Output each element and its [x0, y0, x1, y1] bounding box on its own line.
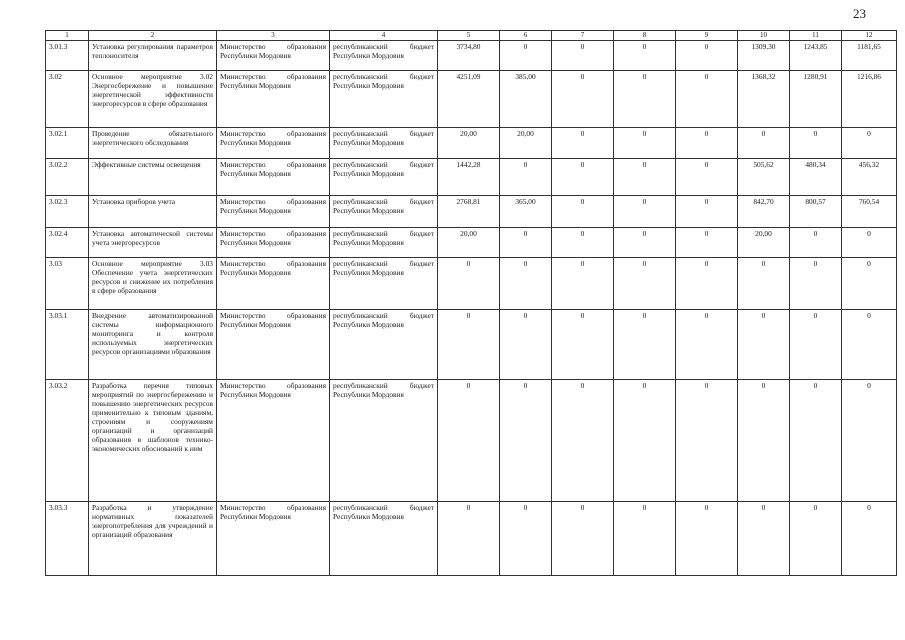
funding-source: республиканский бюджет Республики Мордовия — [330, 257, 438, 309]
row-number: 3.03.2 — [46, 379, 89, 501]
value-col9: 0 — [676, 501, 738, 575]
activity-name: Установка регулирования параметров теплоносителя — [89, 40, 217, 70]
value-col5: 3734,80 — [438, 40, 500, 70]
value-col12: 0 — [842, 127, 897, 158]
value-col6: 0 — [500, 257, 552, 309]
column-header: 10 — [738, 31, 790, 41]
value-col12: 0 — [842, 379, 897, 501]
value-col8: 0 — [614, 309, 676, 379]
value-col8: 0 — [614, 158, 676, 195]
value-col5: 2768,81 — [438, 195, 500, 227]
table-row — [46, 227, 897, 257]
value-col6: 365,00 — [500, 195, 552, 227]
value-col6: 0 — [500, 379, 552, 501]
table-row — [46, 257, 897, 309]
value-col9: 0 — [676, 127, 738, 158]
value-col10: 0 — [738, 379, 790, 501]
funding-source: республиканский бюджет Республики Мордовия — [330, 195, 438, 227]
row-number: 3.02.3 — [46, 195, 89, 227]
value-col7: 0 — [552, 379, 614, 501]
value-col10: 842,70 — [738, 195, 790, 227]
value-col7: 0 — [552, 40, 614, 70]
row-number: 3.02.2 — [46, 158, 89, 195]
table-row — [46, 40, 897, 70]
executor: Министерство образования Республики Мордовия — [217, 40, 330, 70]
value-col7: 0 — [552, 70, 614, 127]
value-col8: 0 — [614, 195, 676, 227]
table-row — [46, 127, 897, 158]
value-col8: 0 — [614, 70, 676, 127]
value-col6: 0 — [500, 40, 552, 70]
value-col9: 0 — [676, 40, 738, 70]
column-header: 11 — [790, 31, 842, 41]
value-col11: 0 — [790, 309, 842, 379]
value-col7: 0 — [552, 158, 614, 195]
funding-source: республиканский бюджет Республики Мордовия — [330, 40, 438, 70]
row-number: 3.01.3 — [46, 40, 89, 70]
value-col11: 0 — [790, 127, 842, 158]
row-number: 3.02.1 — [46, 127, 89, 158]
value-col10: 0 — [738, 127, 790, 158]
value-col12: 1181,65 — [842, 40, 897, 70]
value-col8: 0 — [614, 501, 676, 575]
value-col9: 0 — [676, 257, 738, 309]
value-col9: 0 — [676, 379, 738, 501]
value-col7: 0 — [552, 257, 614, 309]
value-col11: 0 — [790, 501, 842, 575]
value-col9: 0 — [676, 158, 738, 195]
value-col5: 0 — [438, 257, 500, 309]
value-col6: 0 — [500, 501, 552, 575]
value-col8: 0 — [614, 40, 676, 70]
column-header: 8 — [614, 31, 676, 41]
table-row — [46, 158, 897, 195]
value-col8: 0 — [614, 379, 676, 501]
value-col10: 1309,30 — [738, 40, 790, 70]
value-col11: 480,34 — [790, 158, 842, 195]
value-col7: 0 — [552, 195, 614, 227]
executor: Министерство образования Республики Мордовия — [217, 227, 330, 257]
value-col6: 0 — [500, 227, 552, 257]
value-col11: 1243,85 — [790, 40, 842, 70]
activity-name: Разработка и утверждение нормативных показателей энергопотребления для учреждений и организаций образования — [89, 501, 217, 575]
value-col6: 385,00 — [500, 70, 552, 127]
value-col5: 1442,28 — [438, 158, 500, 195]
header-row — [46, 31, 897, 41]
value-col11: 800,57 — [790, 195, 842, 227]
value-col11: 0 — [790, 257, 842, 309]
value-col11: 0 — [790, 379, 842, 501]
activity-name: Основное мероприятие 3.03 Обеспечение учета энергетических ресурсов и снижение их потребления в сфере образования — [89, 257, 217, 309]
value-col11: 1280,91 — [790, 70, 842, 127]
value-col5: 20,00 — [438, 127, 500, 158]
value-col5: 0 — [438, 309, 500, 379]
row-number: 3.02 — [46, 70, 89, 127]
activity-name: Внедрение автоматизированной системы информационного мониторинга и контроля используемых энергетических ресурсов организациями образования — [89, 309, 217, 379]
column-header: 7 — [552, 31, 614, 41]
table-row — [46, 501, 897, 575]
value-col6: 0 — [500, 309, 552, 379]
value-col10: 20,00 — [738, 227, 790, 257]
column-header: 12 — [842, 31, 897, 41]
value-col12: 0 — [842, 309, 897, 379]
column-header: 2 — [89, 31, 217, 41]
value-col9: 0 — [676, 227, 738, 257]
value-col9: 0 — [676, 309, 738, 379]
value-col5: 0 — [438, 501, 500, 575]
value-col6: 0 — [500, 158, 552, 195]
value-col5: 0 — [438, 379, 500, 501]
value-col10: 0 — [738, 309, 790, 379]
value-col12: 0 — [842, 257, 897, 309]
funding-source: республиканский бюджет Республики Мордовия — [330, 379, 438, 501]
page-number: 23 — [853, 6, 866, 21]
value-col12: 0 — [842, 227, 897, 257]
funding-source: республиканский бюджет Республики Мордовия — [330, 127, 438, 158]
activity-name: Эффективные системы освещения — [89, 158, 217, 195]
executor: Министерство образования Республики Мордовия — [217, 379, 330, 501]
executor: Министерство образования Республики Мордовия — [217, 70, 330, 127]
row-number: 3.03.1 — [46, 309, 89, 379]
value-col10: 0 — [738, 501, 790, 575]
executor: Министерство образования Республики Мордовия — [217, 127, 330, 158]
row-number: 3.03 — [46, 257, 89, 309]
column-header: 3 — [217, 31, 330, 41]
column-header: 4 — [330, 31, 438, 41]
executor: Министерство образования Республики Мордовия — [217, 195, 330, 227]
funding-source: республиканский бюджет Республики Мордовия — [330, 70, 438, 127]
value-col12: 1216,86 — [842, 70, 897, 127]
activity-name: Проведение обязательного энергетического обследования — [89, 127, 217, 158]
executor: Министерство образования Республики Мордовия — [217, 501, 330, 575]
value-col7: 0 — [552, 309, 614, 379]
value-col9: 0 — [676, 70, 738, 127]
value-col8: 0 — [614, 127, 676, 158]
executor: Министерство образования Республики Мордовия — [217, 158, 330, 195]
table-row — [46, 379, 897, 501]
executor: Министерство образования Республики Мордовия — [217, 309, 330, 379]
value-col9: 0 — [676, 195, 738, 227]
column-header: 9 — [676, 31, 738, 41]
activity-name: Установка автоматической системы учета энергоресурсов — [89, 227, 217, 257]
row-number: 3.03.3 — [46, 501, 89, 575]
funding-source: республиканский бюджет Республики Мордовия — [330, 501, 438, 575]
table-row — [46, 70, 897, 127]
value-col8: 0 — [614, 227, 676, 257]
value-col11: 0 — [790, 227, 842, 257]
table-row — [46, 195, 897, 227]
value-col12: 456,32 — [842, 158, 897, 195]
value-col12: 760,54 — [842, 195, 897, 227]
program-table — [45, 30, 897, 576]
activity-name: Разработка перечня типовых мероприятий по энергосбережению и повышению энергетических ресурсов применительно к типовым зданиям, строениям и сооружениям организаций и организаций образования в шаблонов технико-экономических обоснований к ним — [89, 379, 217, 501]
value-col10: 505,62 — [738, 158, 790, 195]
value-col5: 20,00 — [438, 227, 500, 257]
value-col12: 0 — [842, 501, 897, 575]
executor: Министерство образования Республики Мордовия — [217, 257, 330, 309]
column-header: 5 — [438, 31, 500, 41]
value-col5: 4251,09 — [438, 70, 500, 127]
value-col10: 0 — [738, 257, 790, 309]
value-col7: 0 — [552, 501, 614, 575]
funding-source: республиканский бюджет Республики Мордовия — [330, 227, 438, 257]
column-header: 1 — [46, 31, 89, 41]
funding-source: республиканский бюджет Республики Мордовия — [330, 309, 438, 379]
funding-source: республиканский бюджет Республики Мордовия — [330, 158, 438, 195]
value-col7: 0 — [552, 127, 614, 158]
row-number: 3.02.4 — [46, 227, 89, 257]
table-row — [46, 309, 897, 379]
activity-name: Установка приборов учета — [89, 195, 217, 227]
value-col7: 0 — [552, 227, 614, 257]
value-col6: 20,00 — [500, 127, 552, 158]
value-col8: 0 — [614, 257, 676, 309]
activity-name: Основное мероприятие 3.02 Энергосбережение и повышение энергетической эффективности энергоресурсов в сфере образования — [89, 70, 217, 127]
column-header: 6 — [500, 31, 552, 41]
value-col10: 1368,32 — [738, 70, 790, 127]
